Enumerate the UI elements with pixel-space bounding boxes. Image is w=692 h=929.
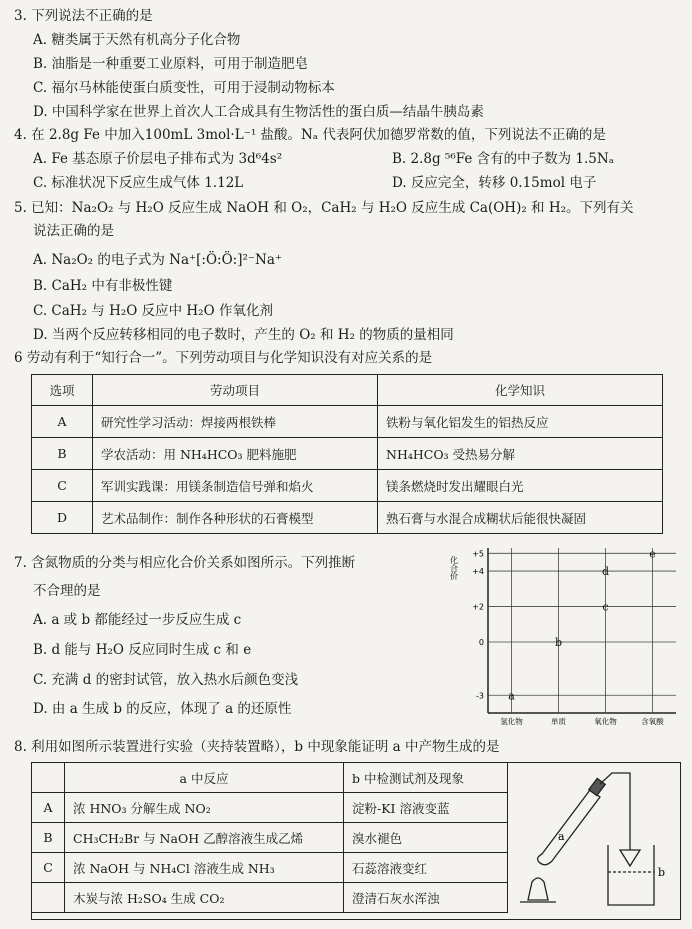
- funnel-shape: [620, 850, 640, 866]
- q4-option-a: A. Fe 基态原子价层电子排布式为 3d⁶4s²: [33, 151, 283, 167]
- q6-stem: 6 劳动有利于“知行合一”。下列劳动项目与化学知识没有对应关系的是: [14, 350, 433, 366]
- table-cell: D: [32, 502, 93, 534]
- table-cell: C: [32, 470, 93, 502]
- table-row: [32, 502, 663, 534]
- x-tick-label: 单质: [551, 717, 566, 726]
- q7-option-c: C. 充满 d 的密封试管，放入热水后颜色变浅: [33, 672, 299, 688]
- q7-stem-continued: 不合理的是: [33, 583, 101, 599]
- table-cell: NH₄HCO₃ 受热易分解: [378, 438, 663, 470]
- table-cell: B: [32, 438, 93, 470]
- q3-option-c: C. 福尔马林能使蛋白质变性，可用于浸制动物标本: [33, 80, 335, 96]
- beaker-shape: [608, 845, 654, 905]
- table-header-row: [32, 763, 508, 793]
- table-header-cell: 选项: [32, 375, 93, 406]
- q3-option-a: A. 糖类属于天然有机高分子化合物: [33, 32, 241, 48]
- apparatus-label-b: b: [658, 866, 666, 879]
- q4-stem: 4. 在 2.8g Fe 中加入100mL 3mol·L⁻¹ 盐酸。Nₐ 代表阿伏加德罗常数的值，下列说法不正确的是: [14, 127, 606, 143]
- y-tick-label: +4: [472, 567, 484, 577]
- table-header-cell: 化学知识: [378, 375, 663, 406]
- table-row: [32, 823, 508, 853]
- q8-stem: 8. 利用如图所示装置进行实验（夹持装置略），b 中现象能证明 a 中产物生成的是: [14, 739, 500, 755]
- y-tick-label: +2: [472, 602, 484, 612]
- q5-stem: 5. 已知：Na₂O₂ 与 H₂O 反应生成 NaOH 和 O₂，CaH₂ 与 H₂O 反应生成 Ca(OH)₂ 和 H₂。下列有关: [14, 200, 634, 216]
- data-point-a: a: [508, 689, 515, 703]
- q4-option-b: B. 2.8g ⁵⁶Fe 含有的中子数为 1.5Nₐ: [392, 151, 614, 167]
- table-cell: 溴水褪色: [344, 823, 508, 853]
- x-tick-label: 氢化物: [500, 717, 523, 726]
- q7-option-d: D. 由 a 生成 b 的反应，体现了 a 的还原性: [33, 701, 292, 717]
- table-row: [32, 406, 663, 438]
- q3-option-d: D. 中国科学家在世界上首次人工合成具有生物活性的蛋白质—结晶牛胰岛素: [33, 104, 484, 120]
- data-point-d: d: [601, 565, 610, 579]
- table-cell: B: [32, 823, 65, 853]
- apparatus-diagram: [512, 770, 672, 914]
- table-row: [32, 853, 508, 883]
- table-header-cell: a 中反应: [65, 763, 344, 793]
- data-point-b: b: [554, 636, 563, 650]
- q4-option-c: C. 标准状况下反应生成气体 1.12L: [33, 175, 244, 191]
- table-cell: 浓 HNO₃ 分解生成 NO₂: [65, 793, 344, 823]
- table-cell: A: [32, 406, 93, 438]
- q4-option-d: D. 反应完全，转移 0.15mol 电子: [392, 175, 597, 191]
- table-cell: 淀粉-KI 溶液变蓝: [344, 793, 508, 823]
- table-cell: A: [32, 793, 65, 823]
- data-point-c: c: [602, 600, 609, 614]
- x-tick-label: 含氧酸: [641, 717, 664, 726]
- q5-option-b: B. CaH₂ 中有非极性键: [33, 278, 173, 294]
- y-tick-label: 0: [478, 638, 484, 648]
- test-tube-shape: [538, 790, 600, 865]
- table-header-row: [32, 375, 663, 406]
- valence-chart: [448, 538, 680, 733]
- table-cell: 熟石膏与水混合成糊状后能很快凝固: [378, 502, 663, 534]
- table-cell: 浓 NaOH 与 NH₄Cl 溶液生成 NH₃: [65, 853, 344, 883]
- table-cell: 镁条燃烧时发出耀眼白光: [378, 470, 663, 502]
- q5-stem-continued: 说法正确的是: [33, 223, 114, 239]
- table-cell: 木炭与浓 H₂SO₄ 生成 CO₂: [65, 883, 344, 913]
- q7-option-b: B. d 能与 H₂O 反应同时生成 c 和 e: [33, 642, 252, 658]
- q3-option-b: B. 油脂是一种重要工业原料，可用于制造肥皂: [33, 56, 309, 72]
- q8-table: [31, 762, 508, 913]
- table-cell: 铁粉与氧化铝发生的铝热反应: [378, 406, 663, 438]
- data-point-e: e: [649, 547, 656, 561]
- q5-option-a: A. Na₂O₂ 的电子式为 Na⁺[:Ö:Ö:]²⁻Na⁺: [33, 252, 282, 268]
- y-tick-label: -3: [476, 691, 484, 701]
- table-row: [32, 470, 663, 502]
- table-cell: [32, 883, 65, 913]
- q7-stem: 7. 含氮物质的分类与相应化合价关系如图所示。下列推断: [14, 555, 356, 571]
- table-cell: 军训实践课：用镁条制造信号弹和焰火: [93, 470, 378, 502]
- table-cell: 石蕊溶液变红: [344, 853, 508, 883]
- apparatus-label-a: a: [558, 830, 565, 843]
- q7-option-a: A. a 或 b 都能经过一步反应生成 c: [33, 612, 242, 628]
- y-axis-label: 化合价: [449, 556, 459, 580]
- q3-stem: 3. 下列说法不正确的是: [14, 8, 153, 24]
- table-header-cell: b 中检测试剂及现象: [344, 763, 508, 793]
- table-header-cell: [32, 763, 65, 793]
- table-header-cell: 劳动项目: [93, 375, 378, 406]
- table-cell: 艺术品制作：制作各种形状的石膏模型: [93, 502, 378, 534]
- q5-option-d: D. 当两个反应转移相同的电子数时，产生的 O₂ 和 H₂ 的物质的量相同: [33, 327, 454, 343]
- q6-table: [31, 374, 663, 534]
- table-cell: C: [32, 853, 65, 883]
- x-tick-label: 氧化物: [594, 717, 617, 726]
- q5-option-c: C. CaH₂ 与 H₂O 反应中 H₂O 作氧化剂: [33, 303, 273, 319]
- table-cell: 澄清石灰水浑浊: [344, 883, 508, 913]
- table-cell: 学农活动：用 NH₄HCO₃ 肥料施肥: [93, 438, 378, 470]
- table-row: [32, 438, 663, 470]
- burner-shape: [528, 878, 548, 900]
- table-row: [32, 883, 508, 913]
- y-tick-label: +5: [472, 549, 484, 559]
- table-cell: 研究性学习活动：焊接两根铁棒: [93, 406, 378, 438]
- table-row: [32, 793, 508, 823]
- table-cell: CH₃CH₂Br 与 NaOH 乙醇溶液生成乙烯: [65, 823, 344, 853]
